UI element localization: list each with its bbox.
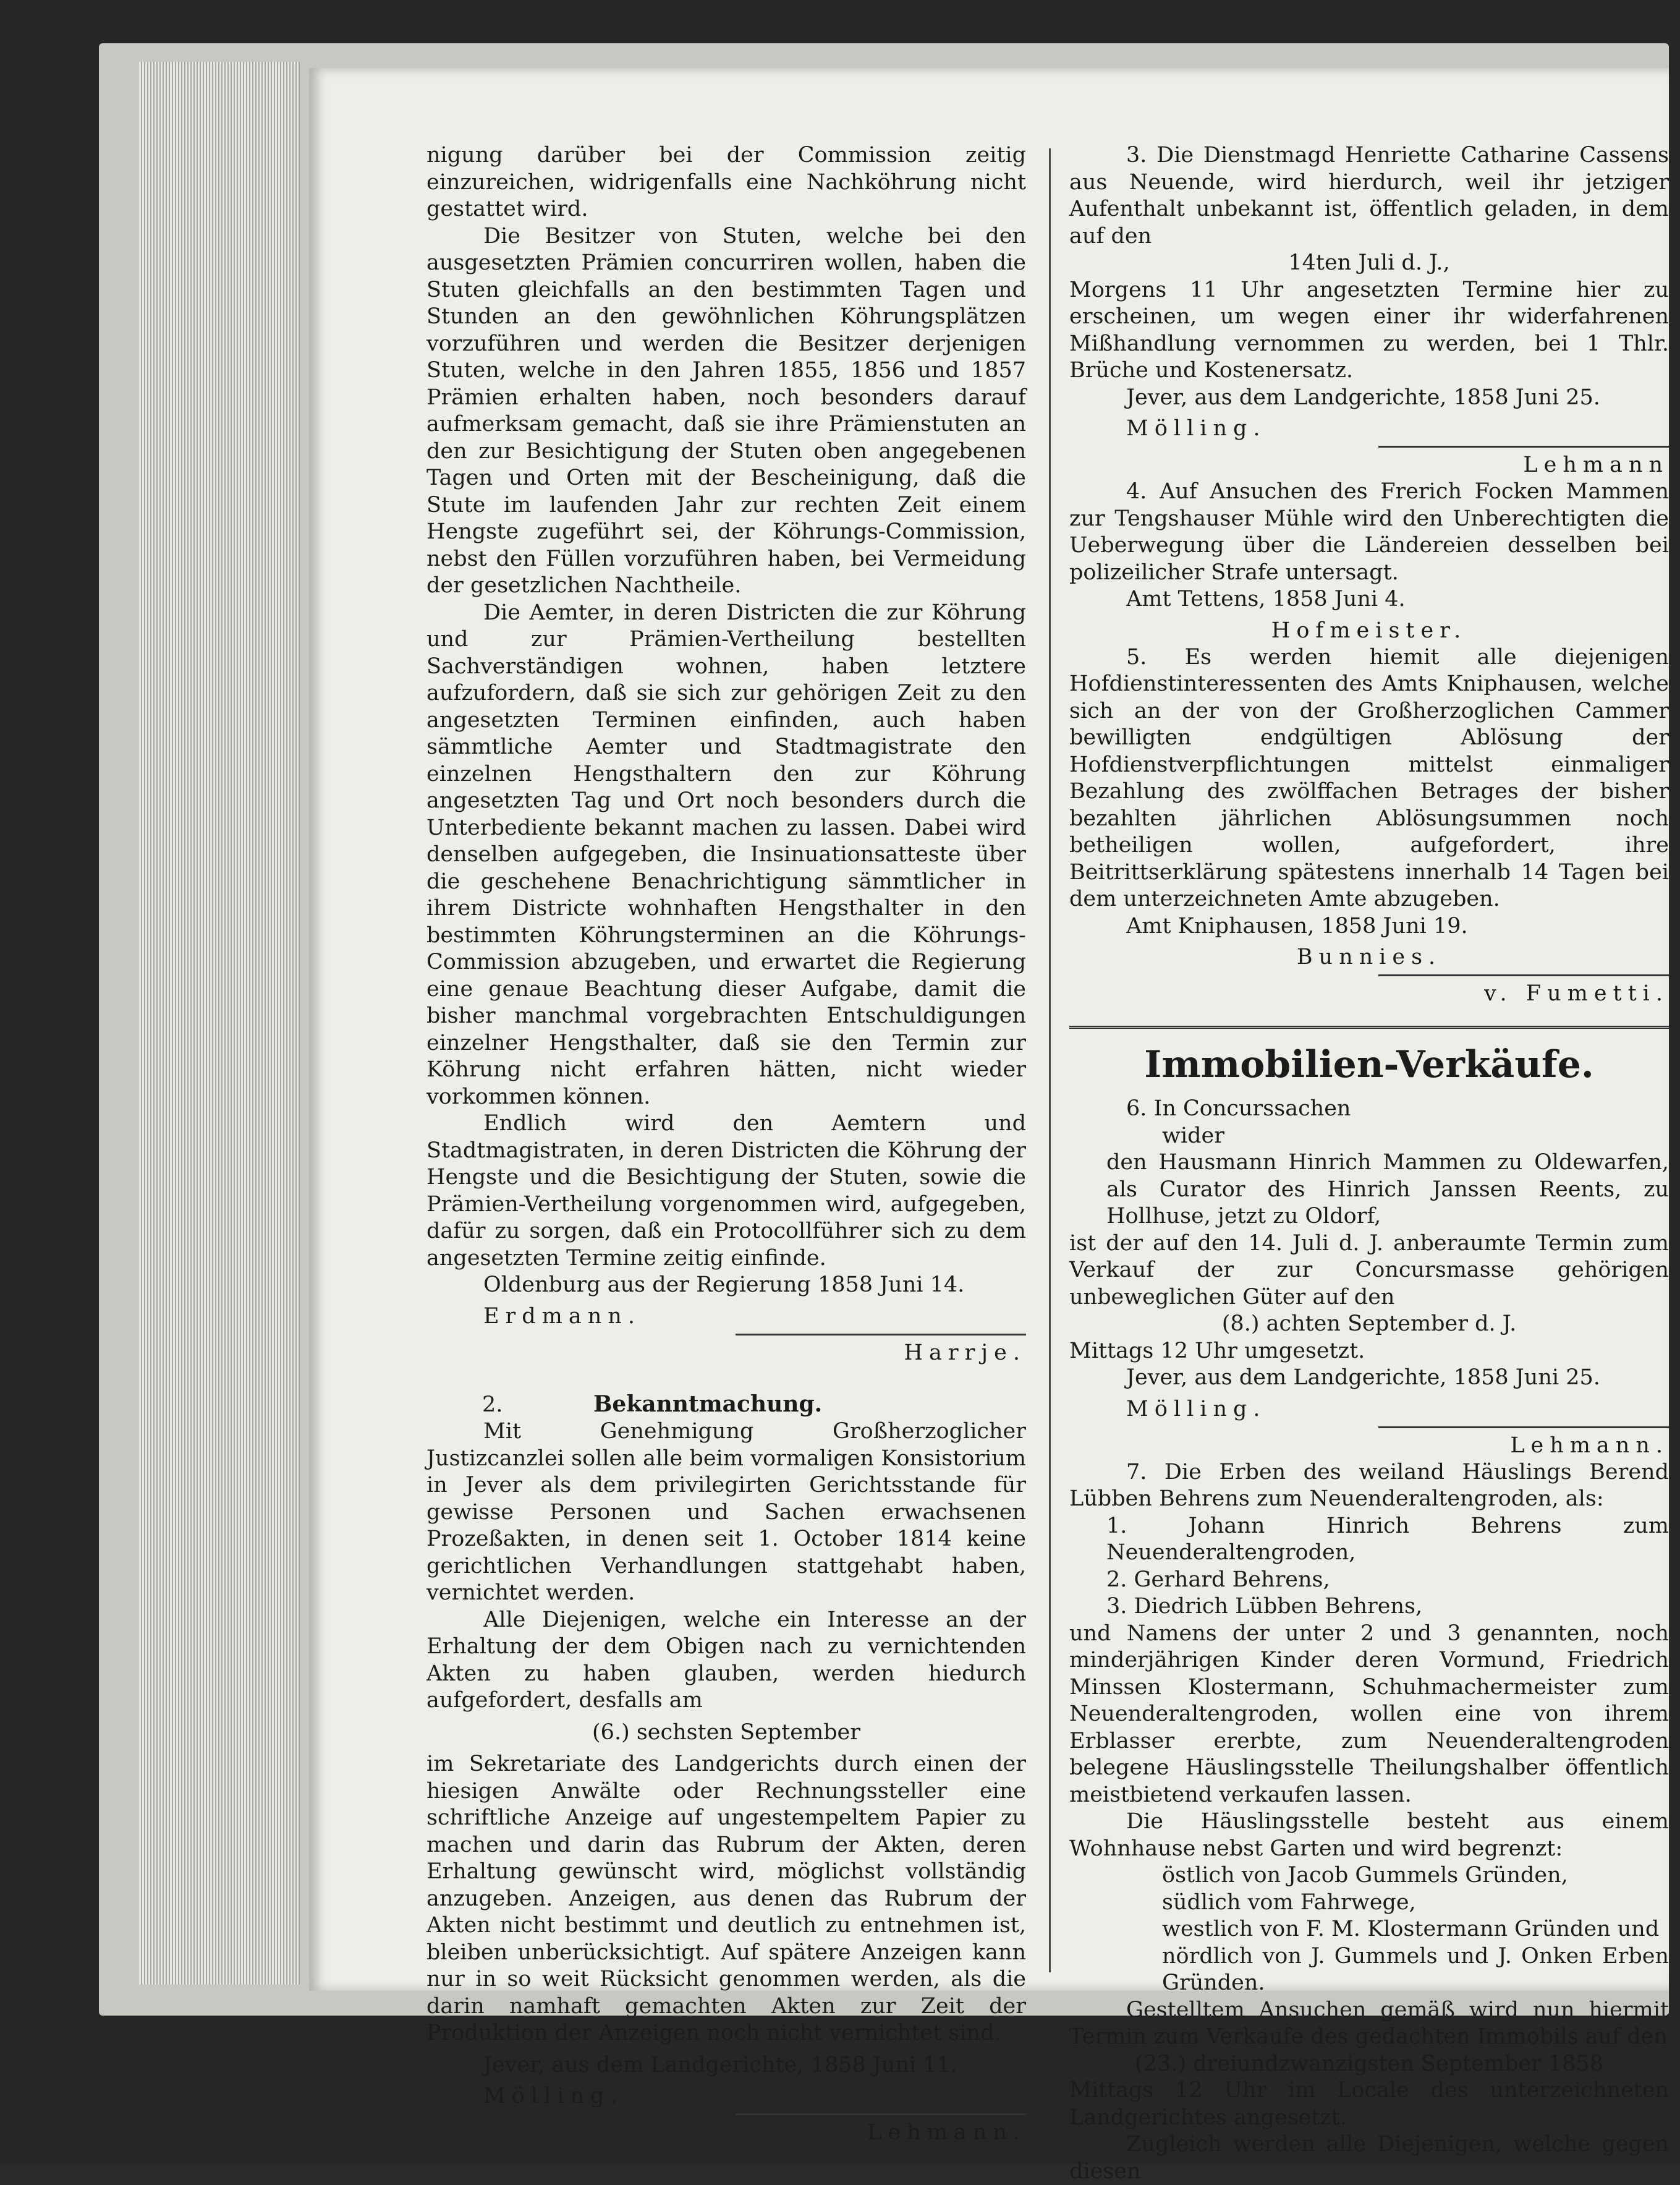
paragraph: Morgens 11 Uhr angesetzten Termine hier zu erscheinen, um wegen einer ihr widerfahrenen Mißhandlung vernommen zu werden, bei 1 Thlr. Brüche und Kostenersatz. [1069, 277, 1669, 383]
list-item: südlich vom Fahrwege, [1162, 1889, 1416, 1915]
right-column [1069, 142, 1669, 2185]
signature: Mölling. [1126, 416, 1266, 441]
signature: Mölling. [1126, 1396, 1266, 1421]
signature: v. Fumetti. [1378, 974, 1669, 1007]
signature: Hofmeister. [1271, 618, 1467, 643]
paragraph: 6. In Concurssachen [1126, 1096, 1351, 1121]
paragraph: Die Häuslingsstelle besteht aus einem Wohnhause nebst Garten und wird begrenzt: [1069, 1809, 1669, 1861]
date-line: Jever, aus dem Landgerichte, 1858 Juni 11. [483, 2052, 957, 2077]
section-title: Immobilien-Verkäufe. [1069, 1026, 1669, 1089]
paragraph: 5. Es werden hiemit alle diejenigen Hofdienstinteressenten des Amts Kniphausen, welche sich an der von der Großherzoglichen Cammer bewilligten endgültigen Ablösung der Hofdienstverpflichtungen mittelst einmaliger Bezahlung des zwölffachen Betrages der bisher bezahlten jährlichen Ablösungsummen noch betheiligen wollen, aufgefordert, ihre Beitrittserklärung spätestens innerhalb 14 Tagen bei dem unterzeichneten Amte abzugeben. [1069, 644, 1669, 911]
date-line: Amt Tettens, 1858 Juni 4. [1126, 587, 1406, 611]
date-line: (8.) achten September d. J. [1221, 1311, 1517, 1336]
list-item: westlich von F. M. Klostermann Gründen und [1162, 1917, 1660, 1941]
notice-heading [426, 1391, 1026, 1419]
paragraph: Mittags 12 Uhr umgesetzt. [1069, 1338, 1365, 1363]
column-divider [1049, 148, 1051, 1972]
paragraph: Die Besitzer von Stuten, welche bei den ausgesetzten Prämien concurriren wollen, haben die Stuten gleichfalls an den bestimmten Tagen und Stunden an den gewöhnlichen Köhrungsplätzen vorzuführen und werden die Besitzer derjenigen Stuten, welche in den Jahren 1855, 1856 und 1857 Prämien erhalten haben, noch besonders darauf aufmerksam gemacht, daß sie ihre Prämienstuten an den zur Besichtigung der Stuten oben angegebenen Tagen und Orten mit der Bescheinigung, daß die Stute im laufenden Jahr zur rechten Zeit einem Hengste zugeführt sei, der Köhrungs-Commission, nebst den Füllen vorzuführen haben, bei Vermeidung der gesetzlichen Nachtheile. [426, 223, 1026, 598]
notice-number: 2. [482, 1392, 503, 1417]
date-line: Jever, aus dem Landgerichte, 1858 Juni 25. [1126, 385, 1600, 410]
signature: Lehmann [1378, 446, 1669, 479]
signature: Harrje. [736, 1334, 1026, 1366]
signature: Lehmann. [736, 2113, 1026, 2146]
paragraph: nigung darüber bei der Commission zeitig einzureichen, widrigenfalls eine Nachköhrung nicht gestattet wird. [426, 143, 1026, 221]
date-line: Jever, aus dem Landgerichte, 1858 Juni 25. [1126, 1365, 1600, 1390]
list-item: 1. Johann Hinrich Behrens zum Neuenderaltengroden, [1106, 1513, 1669, 1565]
paragraph: Mittags 12 Uhr im Locale des unterzeichneten Landgerichtes angesetzt. [1069, 2078, 1669, 2130]
date-line: (23.) dreiundzwanzigsten September 1858 [1135, 2051, 1603, 2076]
paragraph: Alle Diejenigen, welche ein Interesse an der Erhaltung der dem Obigen nach zu vernichtenden Akten zu haben glauben, werden hiedurch aufgefordert, desfalls am [426, 1607, 1026, 1713]
list-item: 3. Diedrich Lübben Behrens, [1106, 1594, 1423, 1619]
list-item: östlich von Jacob Gummels Gründen, [1162, 1863, 1568, 1888]
paragraph: 4. Auf Ansuchen des Frerich Focken Mammen zur Tengshauser Mühle wird den Unberechtigten die Ueberwegung über die Ländereien desselben bei polizeilicher Strafe untersagt. [1069, 479, 1669, 585]
paragraph: 3. Die Dienstmagd Henriette Catharine Cassens aus Neuende, wird hierdurch, weil ihr jetziger Aufenthalt unbekannt ist, öffentlich geladen, in dem auf den [1069, 143, 1669, 249]
date-line: Oldenburg aus der Regierung 1858 Juni 14. [483, 1272, 965, 1297]
paragraph: im Sekretariate des Landgerichts durch einen der hiesigen Anwälte oder Rechnungssteller eine schriftliche Anzeige auf ungestempeltem Papier zu machen und darin das Rubrum der Akten, deren Erhaltung gewünscht wird, möglichst vollständig anzugeben. Anzeigen, aus denen das Rubrum der Akten nicht bestimmt und deutlich zu entnehmen ist, bleiben unberücksichtigt. Auf spätere Anzeigen kann nur in so weit Rücksicht genommen werden, als die darin namhaft gemachten Akten zur Zeit der Produktion der Anzeigen noch nicht vernichtet sind. [426, 1752, 1026, 2045]
signature: Bunnies. [1296, 945, 1442, 969]
paragraph: und Namens der unter 2 und 3 genannten, noch minderjährigen Kinder deren Vormund, Friedrich Minssen Klostermann, Schuhmachermeister zum Neuenderaltengroden, wollen eine von ihrem Erblasser ererbte, zum Neuenderaltengroden belegene Häuslingsstelle Theilungshalber öffentlich meistbietend verkaufen lassen. [1069, 1621, 1669, 1807]
page-edges [139, 62, 300, 1985]
paragraph: Gestelltem Ansuchen gemäß wird nun hiermit Termin zum Verkaufe des gedachten Immobils auf den [1069, 1997, 1669, 2049]
signature: Mölling. [483, 2084, 624, 2108]
paragraph: Zugleich werden alle Diejenigen, welche gegen diesen [1069, 2132, 1669, 2184]
date-line: (6.) sechsten September [592, 1719, 860, 1745]
date-line: 14ten Juli d. J., [1288, 250, 1450, 275]
paragraph: 7. Die Erben des weiland Häuslings Berend Lübben Behrens zum Neuenderaltengroden, als: [1069, 1459, 1669, 1511]
paragraph: ist der auf den 14. Juli d. J. anberaumte Termin zum Verkauf der zur Concursmasse gehörigen unbeweglichen Güter auf den [1069, 1230, 1669, 1310]
notice-title: Bekanntmachung. [593, 1391, 823, 1417]
list-item: nördlich von J. Gummels und J. Onken Erben Gründen. [1162, 1943, 1669, 1995]
paragraph: Die Aemter, in deren Districten die zur Köhrung und zur Prämien-Vertheilung bestellten Sachverständigen wohnen, haben letztere aufzufordern, daß sie sich zur gehörigen Zeit zu den angesetzten Terminen einfinden, auch haben sämmtliche Aemter und Stadtmagistrate den einzelnen Hengsthaltern den zur Köhrung angesetzten Tag und Ort noch besonders durch die Unterbediente bekannt machen zu lassen. Dabei wird denselben aufgegeben, die Insinuationsatteste über die geschehene Benachrichtigung sämmtlicher in ihrem Districte wohnhaften Hengsthalter in den bestimmten Köhrungsterminen an die Köhrungs-Commission abzugeben, und erwartet die Regierung eine genaue Beachtung dieser Aufgabe, damit die bisher manchmal vorgebrachten Entschuldigungen einzelner Hengsthalter, daß sie den Termin zur Köhrung nicht erfahren hätten, nicht wieder vorkommen können. [426, 600, 1026, 1109]
paragraph: Mit Genehmigung Großherzoglicher Justizcanzlei sollen alle beim vormaligen Konsistorium in Jever als dem privilegirten Gerichtsstande für gewisse Personen und Sachen erwachsenen Prozeßakten, in denen seit 1. October 1814 keine gerichtlichen Verhandlungen stattgehabt haben, vernichtet werden. [426, 1419, 1026, 1605]
list-item: 2. Gerhard Behrens, [1106, 1567, 1330, 1592]
signature: Erdmann. [483, 1303, 641, 1329]
date-line: Amt Kniphausen, 1858 Juni 19. [1126, 913, 1468, 939]
signature: Lehmann. [1378, 1426, 1669, 1459]
newspaper-page [309, 68, 1669, 2184]
paragraph: den Hausmann Hinrich Mammen zu Oldewarfen, als Curator des Hinrich Janssen Reents, zu Hollhuse, jetzt zu Oldorf, [1106, 1150, 1669, 1229]
left-column [426, 142, 1026, 2146]
paragraph: Endlich wird den Aemtern und Stadtmagistraten, in deren Districten die Köhrung der Hengste und die Besichtigung der Stuten, sowie die Prämien-Vertheilung vorgenommen wird, aufgegeben, dafür zu sorgen, daß ein Protocollführer sich zu dem angesetzten Termine zeitig einfinde. [426, 1111, 1026, 1271]
paragraph: wider [1162, 1123, 1225, 1148]
